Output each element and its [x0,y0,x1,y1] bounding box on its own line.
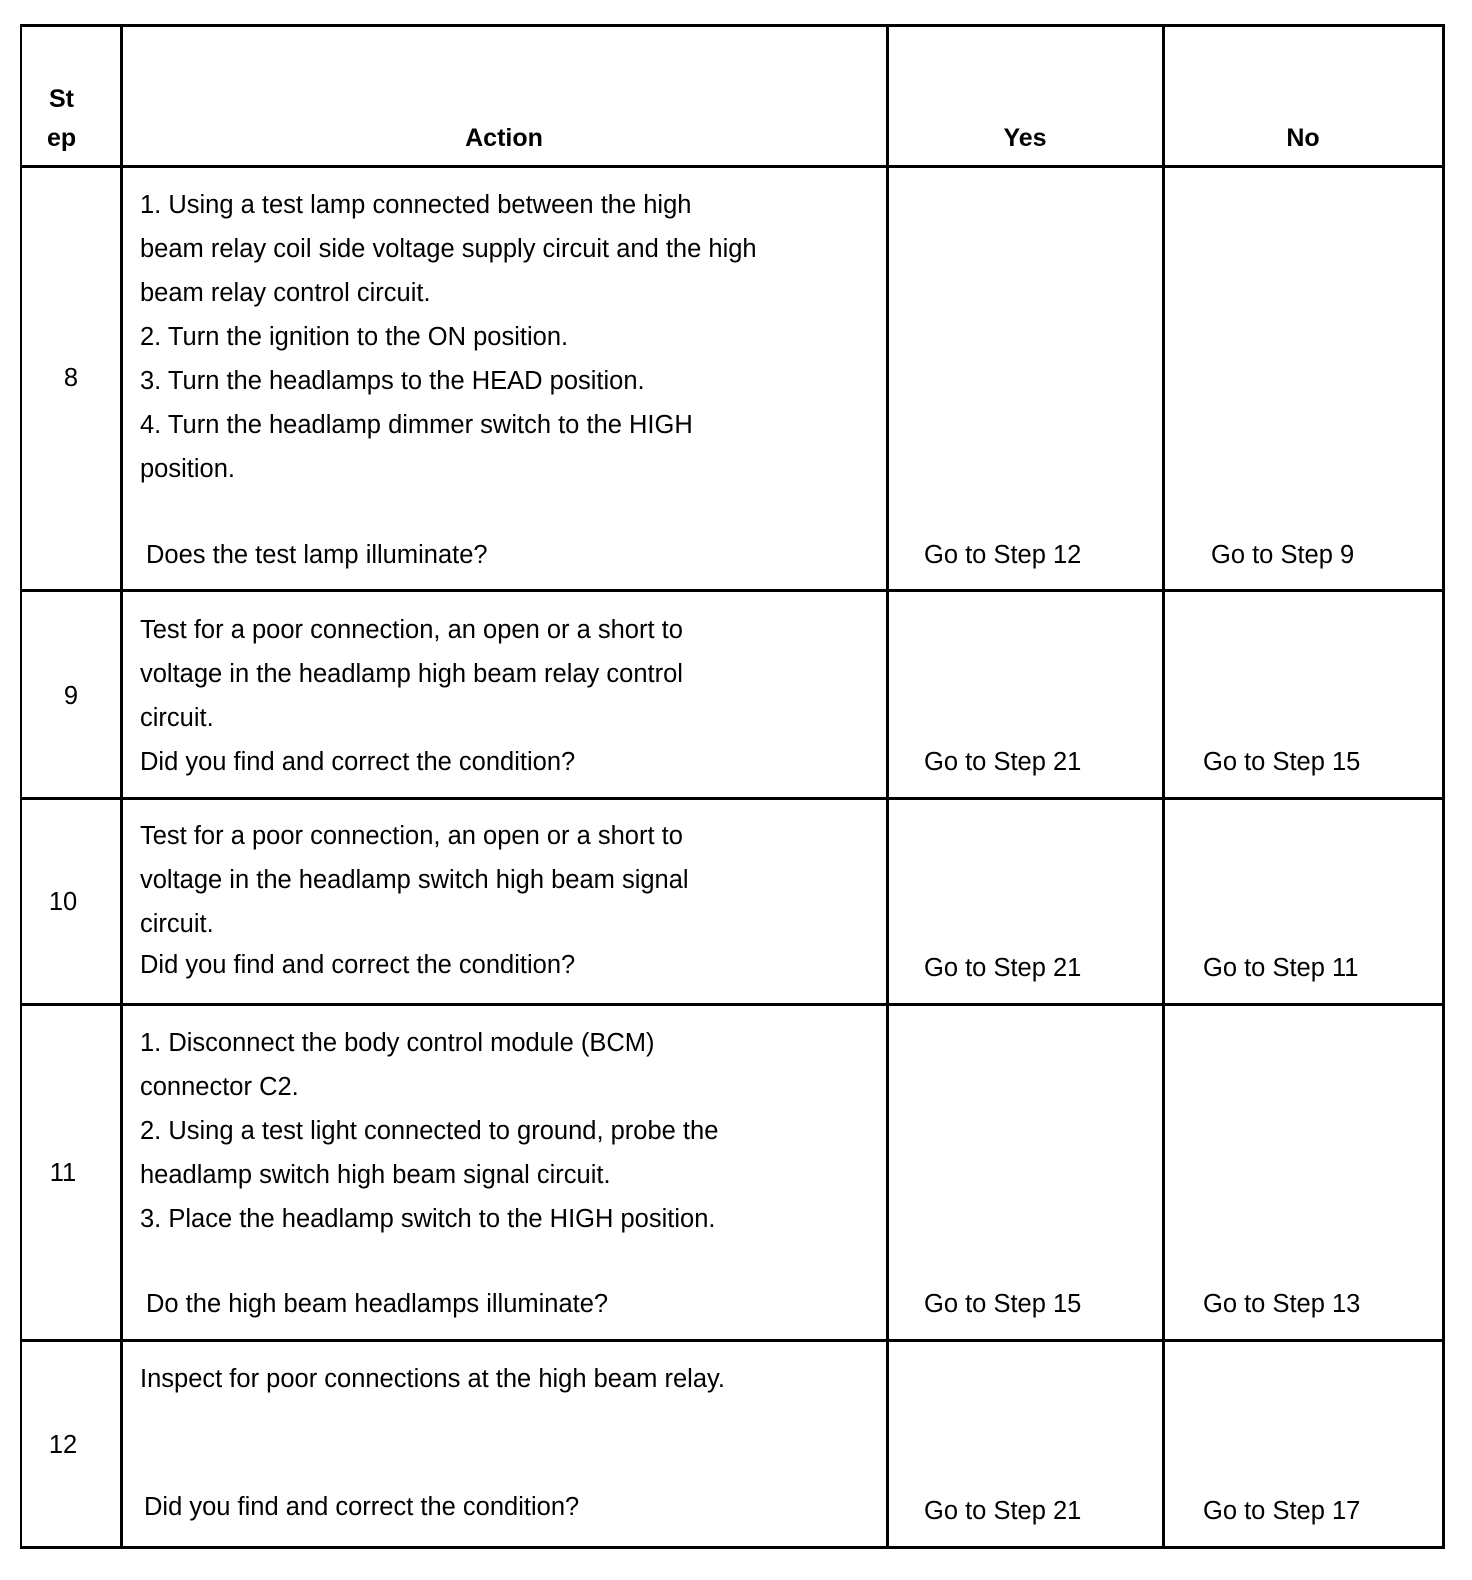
yes-result: Go to Step 15 [924,1290,1082,1318]
step-number: 11 [49,1159,77,1187]
action-line: 1. Using a test lamp connected between the high [140,191,692,219]
no-result: Go to Step 9 [1211,541,1355,569]
row-divider [20,1339,1445,1342]
step-number: 9 [63,682,79,710]
action-question: Did you find and correct the condition? [144,1493,580,1521]
row-divider [20,589,1445,592]
action-line: beam relay control circuit. [140,279,431,307]
action-question: Do the high beam headlamps illuminate? [146,1290,609,1318]
header-step-line2: ep [47,124,77,152]
action-question: Did you find and correct the condition? [140,951,576,979]
action-line: beam relay coil side voltage supply circuit and the high [140,235,757,263]
table-border-bottom [20,1546,1445,1549]
action-line: Test for a poor connection, an open or a short to [140,822,683,850]
action-question: Does the test lamp illuminate? [146,541,488,569]
step-number: 12 [48,1431,78,1459]
header-no: No [1286,124,1320,152]
table-border-right [1442,24,1445,1549]
no-result: Go to Step 17 [1203,1497,1361,1525]
yes-result: Go to Step 12 [924,541,1082,569]
action-line: 2. Turn the ignition to the ON position. [140,323,569,351]
header-action: Action [465,124,543,152]
column-divider [1162,24,1165,1549]
action-line: voltage in the headlamp switch high beam signal [140,866,689,894]
action-line: 4. Turn the headlamp dimmer switch to the HIGH [140,411,693,439]
column-divider [120,24,123,1549]
table-border-left [20,24,22,1549]
action-line: 1. Disconnect the body control module (BCM) [140,1029,655,1057]
header-yes: Yes [1003,124,1047,152]
yes-result: Go to Step 21 [924,954,1082,982]
no-result: Go to Step 11 [1203,954,1359,982]
action-line: position. [140,455,235,483]
no-result: Go to Step 13 [1203,1290,1361,1318]
action-line: Test for a poor connection, an open or a short to [140,616,683,644]
row-divider [20,1003,1445,1006]
action-line: 3. Turn the headlamps to the HEAD position. [140,367,645,395]
action-line: 3. Place the headlamp switch to the HIGH position. [140,1205,716,1233]
no-result: Go to Step 15 [1203,748,1361,776]
column-divider [886,24,889,1549]
action-line: voltage in the headlamp high beam relay control [140,660,683,688]
table-border-top [20,24,1445,27]
header-divider [20,165,1445,168]
yes-result: Go to Step 21 [924,1497,1082,1525]
action-line: circuit. [140,910,214,938]
action-question: Did you find and correct the condition? [140,748,576,776]
action-line: headlamp switch high beam signal circuit. [140,1161,611,1189]
step-number: 8 [63,364,79,392]
action-line: connector C2. [140,1073,299,1101]
action-line: circuit. [140,704,214,732]
header-step-line1: St [49,85,74,113]
row-divider [20,797,1445,800]
action-line: 2. Using a test light connected to ground, probe the [140,1117,719,1145]
action-line: Inspect for poor connections at the high beam relay. [140,1365,725,1393]
yes-result: Go to Step 21 [924,748,1082,776]
step-number: 10 [48,888,78,916]
